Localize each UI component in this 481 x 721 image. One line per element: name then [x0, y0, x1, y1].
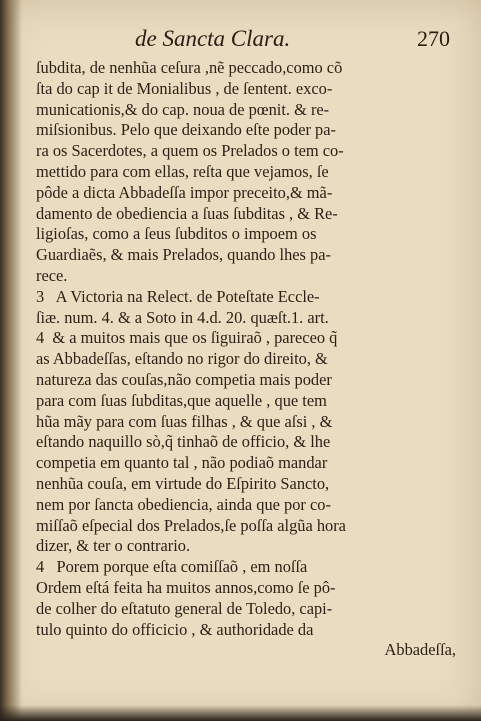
text-line: ligioſas, como a ſeus ſubditos o impoem os [36, 224, 317, 244]
text-line: as Abbadeſſas, eſtando no rigor do direito, & [36, 349, 328, 369]
text-line: ſta do cap it de Monialibus , de ſentent. exco- [36, 78, 333, 98]
paragraph-start-line: 4 Porem porque eſta comiſſaõ , em noſſa [36, 557, 308, 577]
text-line: ſubdita, de nenhũa ceſura ,nẽ peccado,como cõ [36, 58, 343, 77]
page-bottom-edge [0, 705, 481, 721]
text-line: miſſaõ eſpecial dos Prelados,ſe poſſa algũa hora [36, 515, 346, 535]
text-line: dizer, & ter o contrario. [36, 536, 191, 556]
text-line: eſtando naquillo sò,q̃ tinhaõ de officio, & lhe [36, 432, 331, 452]
text-line: natureza das couſas,não competia mais poder [36, 369, 332, 389]
gutter-shadow [0, 0, 22, 721]
text-line: ra os Sacerdotes, a quem os Prelados o tem co- [36, 141, 344, 161]
text-line: nenhũa couſa, em virtude do Eſpirito Sancto, [36, 473, 330, 493]
catchword: Abbadeſſa, [384, 640, 456, 660]
text-line: para com ſuas ſubditas,que aquelle , que tem [36, 390, 327, 410]
running-title: de Sancta Clara. [135, 26, 291, 51]
text-line: nem por ſancta obediencia, ainda que por co- [36, 494, 331, 514]
text-line: Ordem eſtá feita ha muitos annos,como ſe pô- [36, 577, 336, 597]
body-text [36, 58, 456, 661]
text-line: ſiæ. num. 4. & a Soto in 4.d. 20. quæſt.1. art. [36, 307, 329, 327]
text-line: 4 & a muitos mais que os ſiguiraõ , pareceo q̃ [36, 328, 338, 348]
text-line: Guardiaẽs, & mais Prelados, quando lhes pa- [36, 245, 331, 265]
text-line: damento de obediencia a ſuas ſubditas , & Re- [36, 203, 338, 223]
text-line: de colher do eſtatuto general de Toledo, capi- [36, 598, 333, 618]
running-head [40, 22, 450, 52]
text-line: competia em quanto tal , não podiaõ mandar [36, 453, 328, 473]
text-line: pôde a dicta Abbadeſſa impor preceito,& mã- [36, 182, 333, 202]
text-line: mettido para com ellas, reſta que vejamos, ſe [36, 161, 329, 181]
text-line: tulo quinto do officicio , & authoridade da [36, 619, 314, 639]
text-line: hũa mãy para com ſuas filhas , & que aſsi , & [36, 411, 333, 431]
paragraph-start-line: 3 A Victoria na Relect. de Poteſtate Eccle- [36, 286, 320, 306]
text-line: municationis,& do cap. noua de pœnit. & re- [36, 99, 330, 119]
text-line: miſsionibus. Pelo que deixando eſte poder pa- [36, 120, 336, 140]
page-number: 270 [417, 26, 450, 51]
text-line: rece. [36, 265, 68, 285]
